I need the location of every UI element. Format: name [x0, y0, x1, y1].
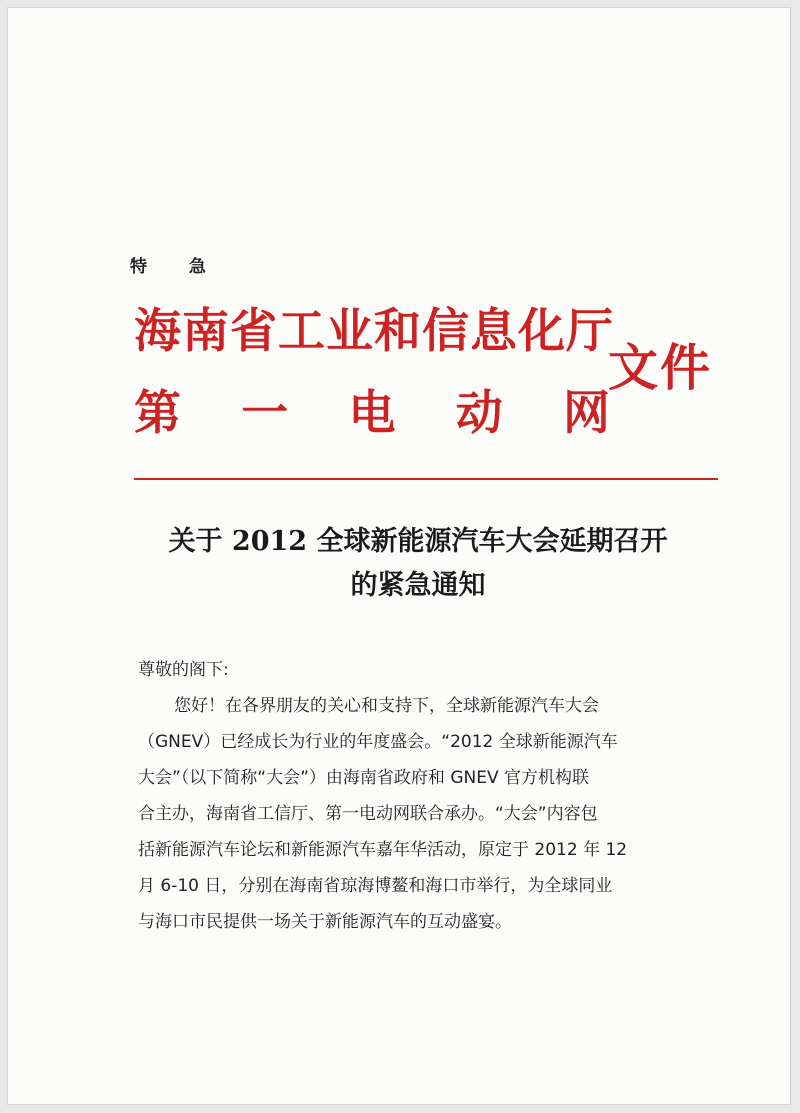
issuer-line-2	[134, 376, 610, 443]
issuer-line-1: 海南省工业和信息化厅	[134, 304, 614, 359]
paragraph-line: 大会”（以下简称“大会”）由海南省政府和 GNEV 官方机构联	[138, 768, 589, 788]
urgency-label: 特 急	[130, 257, 224, 277]
issuer-line-2-char: 电	[348, 386, 396, 441]
document-body	[138, 652, 716, 940]
paragraph-line: （GNEV）已经成长为行业的年度盛会。“2012 全球新能源汽车	[138, 732, 618, 752]
issuer-line-2-char: 一	[241, 386, 289, 441]
paragraph-line: 您好！在各界朋友的关心和支持下，全球新能源汽车大会	[174, 696, 599, 716]
paragraph-line: 月 6-10 日，分别在海南省琼海博鳌和海口市举行，为全球同业	[138, 876, 613, 896]
paragraph-line: 括新能源汽车论坛和新能源汽车嘉年华活动，原定于 2012 年 12	[138, 840, 628, 860]
document-title-line-1: 关于 2012 全球新能源汽车大会延期召开	[168, 526, 668, 557]
salutation: 尊敬的阁下:	[138, 660, 229, 680]
issuer-line-2-char: 第	[134, 386, 181, 441]
header-divider	[134, 478, 718, 480]
issuer-line-2-char: 网	[563, 386, 610, 441]
issuer-line-2-char: 动	[455, 386, 503, 441]
document-type-label: 文件	[608, 338, 712, 397]
paragraph-line: 合主办，海南省工信厅、第一电动网联合承办。“大会”内容包	[138, 804, 598, 824]
document-title-line-2: 的紧急通知	[350, 570, 486, 601]
paragraph-line: 与海口市民提供一场关于新能源汽车的互动盛宴。	[138, 912, 512, 932]
document-page	[8, 8, 790, 1104]
